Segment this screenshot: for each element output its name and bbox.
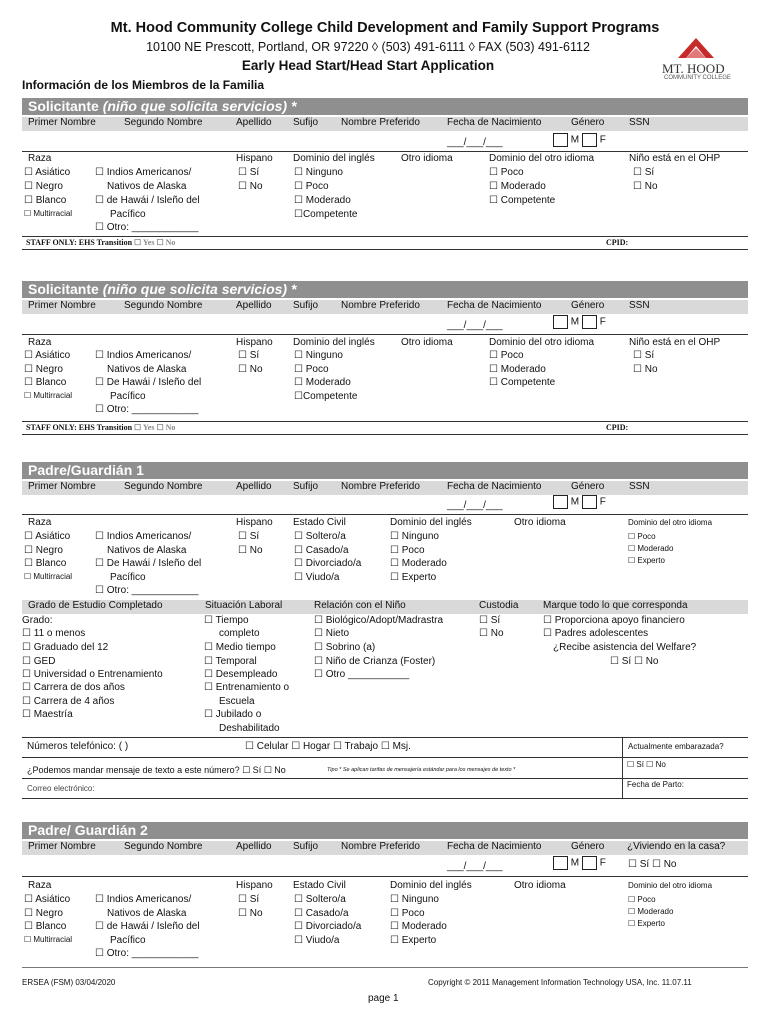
race-native-option[interactable]: ☐ Indios Americanos/ [95,531,192,542]
copyright: Copyright © 2011 Management Information Technology USA, Inc. 11.07.11 [428,978,692,987]
race-asian-option[interactable]: ☐ Asiático [24,531,71,542]
marital-married-option[interactable]: ☐ Casado/a [294,908,349,919]
suffix-label: Sufijo [293,300,319,311]
page-number: page 1 [368,993,399,1004]
edu-masters-option[interactable]: ☐ Maestría [22,709,73,720]
welfare-options[interactable]: ☐ Sí ☐ No [610,656,659,667]
race-native-text: Nativos de Alaska [107,364,187,375]
staff-yes-option[interactable]: ☐ Yes [134,423,155,432]
gender-f-checkbox[interactable] [582,315,597,329]
other-language-proficiency-label: Dominio del otro idioma [489,337,595,348]
preferred-name-label: Nombre Preferido [341,841,420,852]
other-lang-moderate-option[interactable]: ☐ Moderado [489,181,546,192]
english-little-option[interactable]: ☐ Poco [390,908,425,919]
welfare-question: ¿Recibe asistencia del Welfare? [553,642,697,653]
gender-field: M F [553,856,606,870]
english-none-option[interactable]: ☐ Ninguno [390,894,439,905]
english-moderate-option[interactable]: ☐ Moderado [390,558,447,569]
applicant-section-1-header [22,98,748,115]
ohp-label: Niño está en el OHP [629,153,721,164]
race-other-option[interactable]: ☐ Otro: ____________ [95,585,199,596]
english-little-option[interactable]: ☐ Poco [390,545,425,556]
logo-text: MT. HOOD [662,61,725,76]
hispanic-no-option[interactable]: ☐ No [238,545,263,556]
other-language-label: Otro idioma [401,153,453,164]
living-in-home-options[interactable]: ☐ Sí ☐ No [628,859,677,870]
marital-widowed-option[interactable]: ☐ Viudo/a [294,935,340,946]
due-date-label: Fecha de Parto: [627,780,684,789]
preferred-name-label: Nombre Preferido [341,300,420,311]
race-multiracial-option[interactable]: ☐ Multirracial [24,935,73,944]
gender-f-checkbox[interactable] [582,856,597,870]
english-expert-option[interactable]: ☐ Experto [390,935,437,946]
check-all-label: Marque todo lo que corresponda [543,600,688,611]
education-label: Grado de Estudio Completado [28,600,163,611]
race-white-option[interactable]: ☐ Blanco [24,558,67,569]
dob-field[interactable]: ___/___/___ [447,137,503,148]
dob-label: Fecha de Nacimiento [447,841,542,852]
edu-graduated-12-option[interactable]: ☐ Graduado del 12 [22,642,109,653]
last-name-label: Apellido [236,481,272,492]
other-language-label: Otro idioma [514,880,566,891]
race-native-option[interactable]: ☐ Indios Americanos/ [95,350,192,361]
relationship-label: Relación con el Niño [314,600,406,611]
dob-field[interactable]: ___/___/___ [447,320,503,331]
race-black-option[interactable]: ☐ Negro [24,181,63,192]
dob-field[interactable]: ___/___/___ [447,500,503,511]
guardian-1-header: Padre/Guardián 1 [22,462,748,479]
gender-m-checkbox[interactable] [553,133,568,147]
gender-m-checkbox[interactable] [553,856,568,870]
english-none-option[interactable]: ☐ Ninguno [294,167,343,178]
race-hawaiian-option[interactable]: ☐ De Hawái / Isleño del [95,377,202,388]
english-moderate-option[interactable]: ☐ Moderado [294,377,351,388]
gender-label: Género [571,117,605,128]
teen-parents-option[interactable]: ☐ Padres adolescentes [543,628,649,639]
family-members-heading: Información de los Miembros de la Familia [22,78,265,92]
marital-status-label: Estado Civil [293,880,346,891]
race-label: Raza [28,337,52,348]
race-black-option[interactable]: ☐ Negro [24,364,63,375]
job-temporary-option[interactable]: ☐ Temporal [204,656,257,667]
race-native-text: Nativos de Alaska [107,545,187,556]
other-language-proficiency-label: Dominio del otro idioma [628,518,713,527]
race-hawaiian-option[interactable]: ☐ de Hawái / Isleño del [95,195,200,206]
race-other-option[interactable]: ☐ Otro: ____________ [95,404,199,415]
text-rate-note: Tipo * Se aplican tarifas de mensajería estándar para los mensajes de texto * [327,767,516,773]
other-lang-moderate-option[interactable]: ☐ Moderado [628,544,674,553]
dob-label: Fecha de Nacimiento [447,300,542,311]
marital-single-option[interactable]: ☐ Soltero/a [294,531,346,542]
other-lang-little-option[interactable]: ☐ Poco [489,350,524,361]
first-name-label: Primer Nombre [28,300,96,311]
gender-m-checkbox[interactable] [553,315,568,329]
gender-field: M F [553,315,606,329]
ohp-no-option[interactable]: ☐ No [633,181,658,192]
race-black-option[interactable]: ☐ Negro [24,908,63,919]
other-lang-competent-option[interactable]: ☐ Competente [489,195,556,206]
english-none-option[interactable]: ☐ Ninguno [294,350,343,361]
race-asian-option[interactable]: ☐ Asiático [24,894,71,905]
ohp-no-option[interactable]: ☐ No [633,364,658,375]
ssn-label: SSN [629,117,650,128]
english-label: Dominio del inglés [293,337,375,348]
english-label: Dominio del inglés [293,153,375,164]
job-retired-text: Deshabilitado [219,723,280,734]
job-retired-option[interactable]: ☐ Jubilado o [204,709,262,720]
other-lang-expert-option[interactable]: ☐ Experto [628,556,665,565]
other-lang-expert-option[interactable]: ☐ Experto [628,919,665,928]
marital-widowed-option[interactable]: ☐ Viudo/a [294,572,340,583]
custody-no-option[interactable]: ☐ No [479,628,504,639]
job-unemployed-option[interactable]: ☐ Desempleado [204,669,278,680]
mt-hood-logo [660,36,740,86]
english-moderate-option[interactable]: ☐ Moderado [390,921,447,932]
race-label: Raza [28,880,52,891]
gender-f-checkbox[interactable] [582,133,597,147]
pregnant-label: Actualmente embarazada? [628,742,724,751]
suffix-label: Sufijo [293,841,319,852]
race-white-option[interactable]: ☐ Blanco [24,377,67,388]
applicant-title-note: (niño que solicita servicios) * [102,98,297,114]
hispanic-yes-option[interactable]: ☐ Sí [238,894,260,905]
rel-grandchild-option[interactable]: ☐ Nieto [314,628,350,639]
job-training-option[interactable]: ☐ Entrenamiento o [204,682,290,693]
first-name-label: Primer Nombre [28,841,96,852]
pregnant-options[interactable]: ☐ Sí ☐ No [627,760,666,769]
other-language-proficiency-label: Dominio del otro idioma [628,881,713,890]
applicant-title: Solicitante [28,98,103,114]
employment-label: Situación Laboral [205,600,283,611]
edu-four-year-option[interactable]: ☐ Carrera de 4 años [22,696,115,707]
hispanic-no-option[interactable]: ☐ No [238,908,263,919]
race-native-option[interactable]: ☐ Indios Americanos/ [95,167,192,178]
rel-biological-option[interactable]: ☐ Biológico/Adopt/Madrastra [314,615,444,626]
other-lang-little-option[interactable]: ☐ Poco [489,167,524,178]
race-asian-option[interactable]: ☐ Asiático [24,167,71,178]
rel-other-option[interactable]: ☐ Otro ___________ [314,669,410,680]
middle-name-label: Segundo Nombre [124,117,203,128]
race-multiracial-option[interactable]: ☐ Multirracial [24,391,73,400]
custody-yes-option[interactable]: ☐ Sí [479,615,501,626]
race-multiracial-option[interactable]: ☐ Multirracial [24,572,73,581]
applicant-section-2-header: Solicitante (niño que solicita servicios) * [22,281,748,298]
race-white-option[interactable]: ☐ Blanco [24,921,67,932]
ohp-yes-option[interactable]: ☐ Sí [633,167,655,178]
race-label: Raza [28,517,52,528]
job-training-text: Escuela [219,696,255,707]
phone-type-options[interactable]: ☐ Celular ☐ Hogar ☐ Trabajo ☐ Msj. [245,741,411,752]
english-competent-option[interactable]: ☐Competente [294,391,358,402]
custody-label: Custodia [479,600,519,611]
race-hawaiian-text: Pacífico [110,572,146,583]
staff-yes-option[interactable]: ☐ Yes [134,238,155,247]
staff-no-option[interactable]: ☐ No [156,423,176,432]
text-message-question[interactable]: ¿Podemos mandar mensaje de texto a este número? ☐ Sí ☐ No [27,765,286,775]
gender-field: M F [553,495,606,509]
ssn-label: SSN [629,300,650,311]
hispanic-yes-option[interactable]: ☐ Sí [238,350,260,361]
marital-status-label: Estado Civil [293,517,346,528]
middle-name-label: Segundo Nombre [124,481,203,492]
preferred-name-label: Nombre Preferido [341,117,420,128]
hispanic-no-option[interactable]: ☐ No [238,364,263,375]
race-hawaiian-text: Pacífico [110,391,146,402]
staff-only-row: STAFF ONLY: EHS Transition ☐ Yes ☐ No CPID: [22,421,748,435]
gender-label: Género [571,300,605,311]
job-part-time-option[interactable]: ☐ Medio tiempo [204,642,276,653]
suffix-label: Sufijo [293,481,319,492]
last-name-label: Apellido [236,300,272,311]
email-field[interactable]: Correo electrónico: [27,784,95,793]
race-native-text: Nativos de Alaska [107,181,187,192]
hispanic-label: Hispano [236,337,273,348]
phone-field[interactable]: Números telefónico: ( ) [27,741,129,752]
hispanic-no-option[interactable]: ☐ No [238,181,263,192]
race-other-option[interactable]: ☐ Otro: ____________ [95,222,199,233]
page-title: Mt. Hood Community College Child Development and Family Support Programs [110,20,660,36]
english-label: Dominio del inglés [390,517,472,528]
hispanic-label: Hispano [236,153,273,164]
marital-married-option[interactable]: ☐ Casado/a [294,545,349,556]
race-native-option[interactable]: ☐ Indios Americanos/ [95,894,192,905]
other-language-proficiency-label: Dominio del otro idioma [489,153,595,164]
edu-two-year-option[interactable]: ☐ Carrera de dos años [22,682,125,693]
other-language-label: Otro idioma [514,517,566,528]
dob-label: Fecha de Nacimiento [447,481,542,492]
race-hawaiian-text: Pacífico [110,935,146,946]
race-black-option[interactable]: ☐ Negro [24,545,63,556]
job-full-time-option[interactable]: ☐ Tiempo [204,615,249,626]
edu-11-or-less-option[interactable]: ☐ 11 o menos [22,628,86,639]
other-lang-moderate-option[interactable]: ☐ Moderado [489,364,546,375]
last-name-label: Apellido [236,117,272,128]
other-language-label: Otro idioma [401,337,453,348]
first-name-label: Primer Nombre [28,117,96,128]
other-lang-competent-option[interactable]: ☐ Competente [489,377,556,388]
financial-support-option[interactable]: ☐ Proporciona apoyo financiero [543,615,685,626]
gender-field: M F [553,133,606,147]
english-competent-option[interactable]: ☐Competente [294,209,358,220]
race-native-text: Nativos de Alaska [107,908,187,919]
english-label: Dominio del inglés [390,880,472,891]
ohp-label: Niño está en el OHP [629,337,721,348]
hispanic-label: Hispano [236,517,273,528]
english-none-option[interactable]: ☐ Ninguno [390,531,439,542]
suffix-label: Sufijo [293,117,319,128]
other-lang-little-option[interactable]: ☐ Poco [628,895,656,904]
preferred-name-label: Nombre Preferido [341,481,420,492]
gender-f-checkbox[interactable] [582,495,597,509]
first-name-label: Primer Nombre [28,481,96,492]
dob-field[interactable]: ___/___/___ [447,861,503,872]
hispanic-yes-option[interactable]: ☐ Sí [238,167,260,178]
english-little-option[interactable]: ☐ Poco [294,181,329,192]
race-hawaiian-option[interactable]: ☐ de Hawái / Isleño del [95,921,200,932]
edu-ged-option[interactable]: ☐ GED [22,656,56,667]
college-address: 10100 NE Prescott, Portland, OR 97220 ◊ (503) 491-6111 ◊ FAX (503) 491-6112 [146,40,590,54]
gender-label: Género [571,481,605,492]
form-code: ERSEA (FSM) 03/04/2020 [22,978,116,987]
race-hawaiian-option[interactable]: ☐ De Hawái / Isleño del [95,558,202,569]
race-label: Raza [28,153,52,164]
hispanic-label: Hispano [236,880,273,891]
staff-only-label: STAFF ONLY: EHS Transition [26,238,133,247]
other-lang-little-option[interactable]: ☐ Poco [628,532,656,541]
grade-label: Grado: [22,615,53,626]
dob-label: Fecha de Nacimiento [447,117,542,128]
other-lang-moderate-option[interactable]: ☐ Moderado [628,907,674,916]
staff-only-row [22,236,748,250]
rel-nephew-option[interactable]: ☐ Sobrino (a) [314,642,376,653]
race-asian-option[interactable]: ☐ Asiático [24,350,71,361]
job-full-time-text: completo [219,628,260,639]
race-multiracial-option[interactable]: ☐ Multirracial [24,209,73,218]
english-expert-option[interactable]: ☐ Experto [390,572,437,583]
staff-no-option[interactable]: ☐ No [156,238,176,247]
edu-university-option[interactable]: ☐ Universidad o Entrenamiento [22,669,163,680]
living-in-home-label: ¿Viviendo en la casa? [627,841,726,852]
english-little-option[interactable]: ☐ Poco [294,364,329,375]
ohp-yes-option[interactable]: ☐ Sí [633,350,655,361]
cpid-label: CPID: [606,238,629,247]
race-white-option[interactable]: ☐ Blanco [24,195,67,206]
marital-single-option[interactable]: ☐ Soltero/a [294,894,346,905]
gender-label: Género [571,841,605,852]
rel-foster-option[interactable]: ☐ Niño de Crianza (Foster) [314,656,436,667]
marital-divorced-option[interactable]: ☐ Divorciado/a [294,558,362,569]
marital-divorced-option[interactable]: ☐ Divorciado/a [294,921,362,932]
english-moderate-option[interactable]: ☐ Moderado [294,195,351,206]
race-other-option[interactable]: ☐ Otro: ____________ [95,948,199,959]
ssn-label: SSN [629,481,650,492]
gender-m-checkbox[interactable] [553,495,568,509]
cpid-label: CPID: [606,423,629,432]
form-subtitle: Early Head Start/Head Start Application [241,58,495,73]
guardian-2-header: Padre/ Guardián 2 [22,822,748,839]
logo-subtext: COMMUNITY COLLEGE [664,75,731,81]
hispanic-yes-option[interactable]: ☐ Sí [238,531,260,542]
last-name-label: Apellido [236,841,272,852]
middle-name-label: Segundo Nombre [124,300,203,311]
middle-name-label: Segundo Nombre [124,841,203,852]
race-hawaiian-text: Pacífico [110,209,146,220]
